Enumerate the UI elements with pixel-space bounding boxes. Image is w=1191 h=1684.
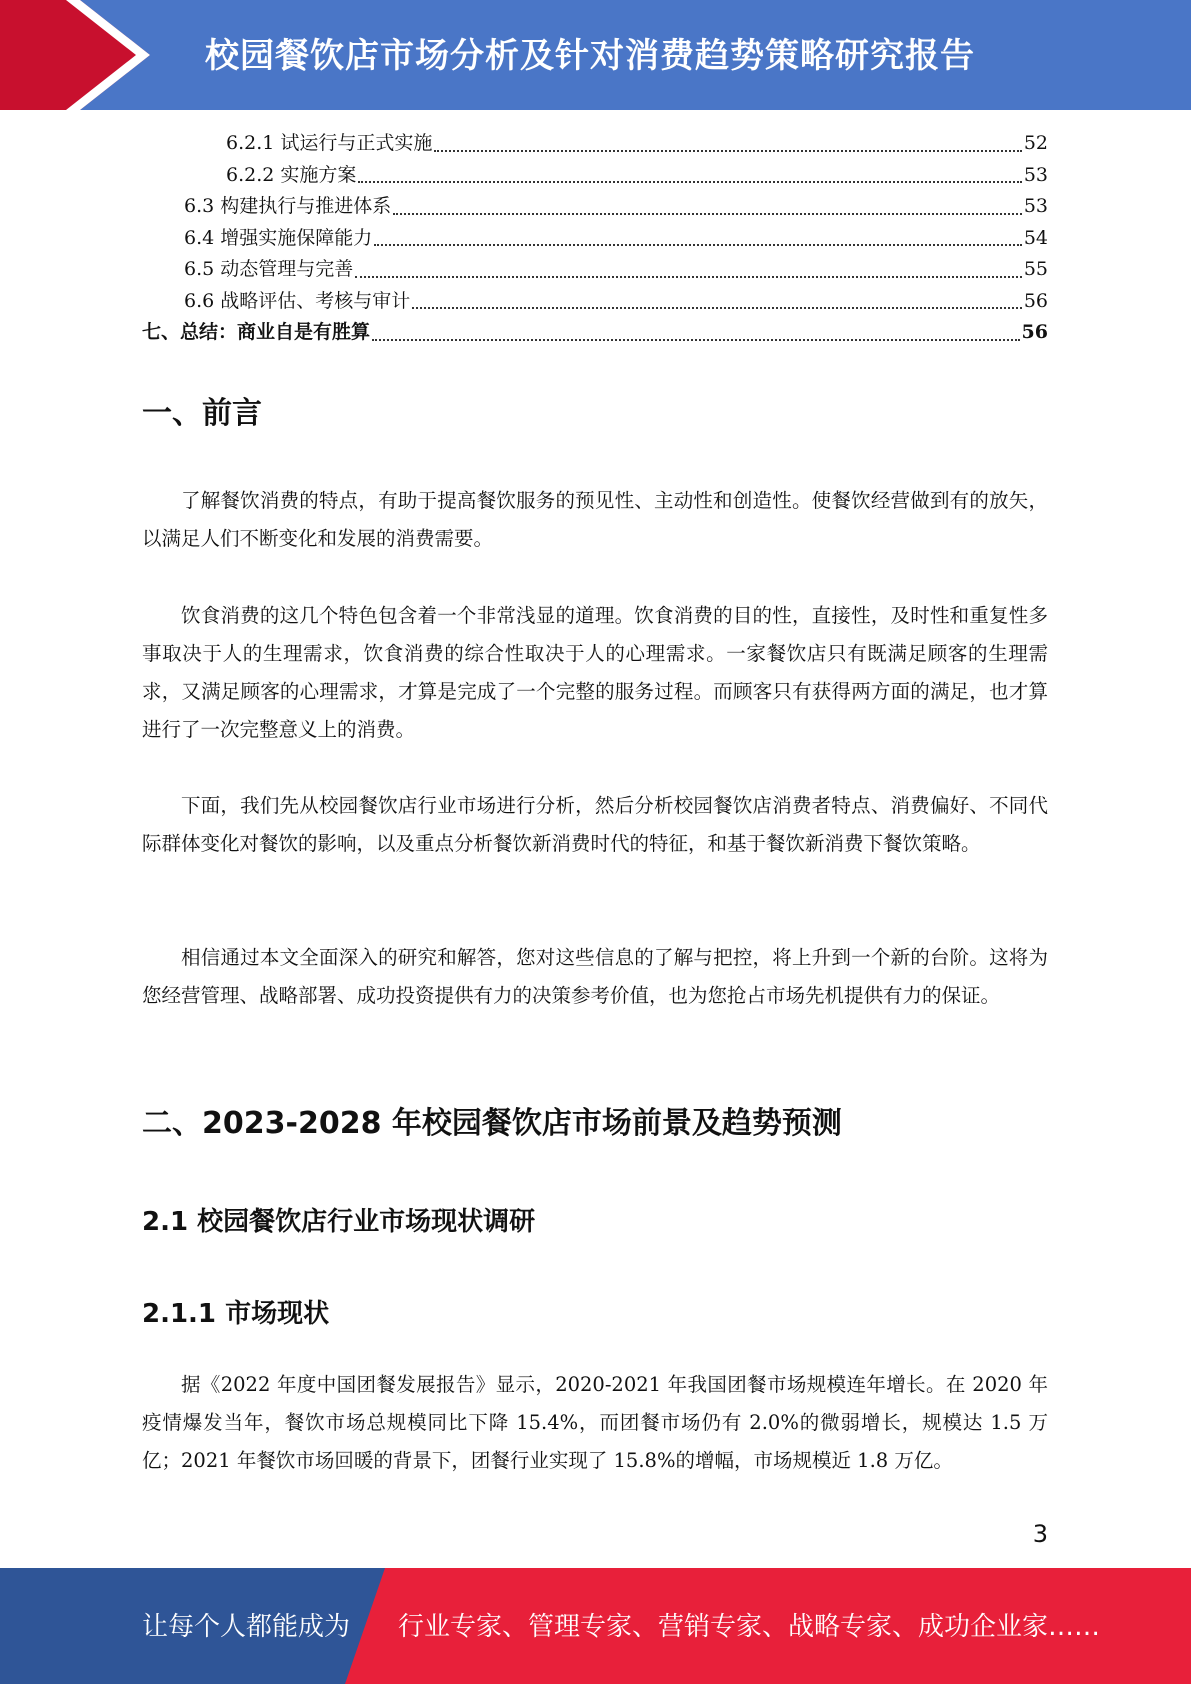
toc-entry-page: 53	[1023, 195, 1048, 217]
toc-entry[interactable]	[142, 191, 1048, 223]
paragraph: 下面，我们先从校园餐饮店行业市场进行分析，然后分析校园餐饮店消费者特点、消费偏好、不同代际群体变化对餐饮的影响，以及重点分析餐饮新消费时代的特征，和基于餐饮新消费下餐饮策略。	[142, 794, 1048, 855]
paragraph: 饮食消费的这几个特色包含着一个非常浅显的道理。饮食消费的目的性，直接性，及时性和重复性多事取决于人的生理需求，饮食消费的综合性取决于人的心理需求。一家餐饮店只有既满足顾客的生理需求，又满足顾客的心理需求，才算是完成了一个完整的服务过程。而顾客只有获得两方面的满足，也才算进行了一次完整意义上的消费。	[142, 604, 1048, 741]
section-heading-preface: 一、前言	[142, 396, 262, 431]
page-footer	[0, 1568, 1191, 1684]
toc-entry-label: 6.2.1 试运行与正式实施	[226, 132, 433, 154]
table-of-contents	[142, 128, 1048, 349]
toc-entry[interactable]	[142, 254, 1048, 286]
subsection-heading: 2.1.1 市场现状	[142, 1299, 330, 1329]
header-chevron-decoration	[0, 0, 150, 110]
toc-dot-leader	[355, 276, 1022, 278]
toc-entry[interactable]	[142, 286, 1048, 318]
paragraph: 据《2022 年度中国团餐发展报告》显示，2020-2021 年我国团餐市场规模连年增长。在 2020 年疫情爆发当年，餐饮市场总规模同比下降 15.4%，而团餐市场仍有 2.0%的微弱增长，规模达 1.5 万亿；2021 年餐饮市场回暖的背景下，团餐行业实现了 15.8%的增幅，市场规模近 1.8 万亿。	[142, 1373, 1048, 1472]
toc-entry[interactable]	[142, 223, 1048, 255]
document-title: 校园餐饮店市场分析及针对消费趋势策略研究报告	[205, 36, 975, 76]
toc-entry-page: 55	[1023, 258, 1048, 280]
toc-entry-page: 52	[1023, 132, 1048, 154]
toc-entry-page: 54	[1023, 226, 1048, 249]
toc-dot-leader	[374, 244, 1022, 246]
toc-entry-label: 6.3 构建执行与推进体系	[184, 195, 392, 217]
toc-entry-label: 6.6 战略评估、考核与审计	[184, 289, 411, 312]
footer-slogan-left: 让每个人都能成为	[142, 1612, 351, 1642]
toc-entry-page: 56	[1021, 321, 1048, 343]
toc-entry-label: 6.5 动态管理与完善	[184, 258, 354, 280]
toc-entry[interactable]	[142, 317, 1048, 349]
toc-entry-label: 6.4 增强实施保障能力	[184, 226, 373, 249]
page-number: 3	[1032, 1520, 1048, 1548]
toc-entry[interactable]	[142, 128, 1048, 160]
toc-entry-label: 6.2.2 实施方案	[226, 163, 357, 186]
toc-entry-label: 七、总结：商业自是有胜算	[142, 321, 371, 343]
toc-dot-leader	[372, 339, 1020, 341]
toc-entry[interactable]	[142, 160, 1048, 192]
page-header	[0, 0, 1191, 110]
paragraph: 相信通过本文全面深入的研究和解答，您对这些信息的了解与把控，将上升到一个新的台阶。这将为您经营管理、战略部署、成功投资提供有力的决策参考价值，也为您抢占市场先机提供有力的保证。	[142, 946, 1048, 1007]
toc-dot-leader	[412, 307, 1022, 309]
toc-dot-leader	[358, 181, 1021, 183]
subsection-heading: 2.1 校园餐饮店行业市场现状调研	[142, 1207, 536, 1237]
toc-entry-page: 53	[1023, 163, 1048, 186]
toc-dot-leader	[434, 150, 1021, 152]
toc-dot-leader	[393, 213, 1022, 215]
toc-entry-page: 56	[1023, 289, 1048, 312]
paragraph: 了解餐饮消费的特点，有助于提高餐饮服务的预见性、主动性和创造性。使餐饮经营做到有的放矢，以满足人们不断变化和发展的消费需要。	[142, 489, 1048, 550]
section-heading-forecast: 二、2023-2028 年校园餐饮店市场前景及趋势预测	[142, 1106, 842, 1141]
footer-slogan-right: 行业专家、管理专家、营销专家、战略专家、成功企业家……	[398, 1612, 1101, 1642]
